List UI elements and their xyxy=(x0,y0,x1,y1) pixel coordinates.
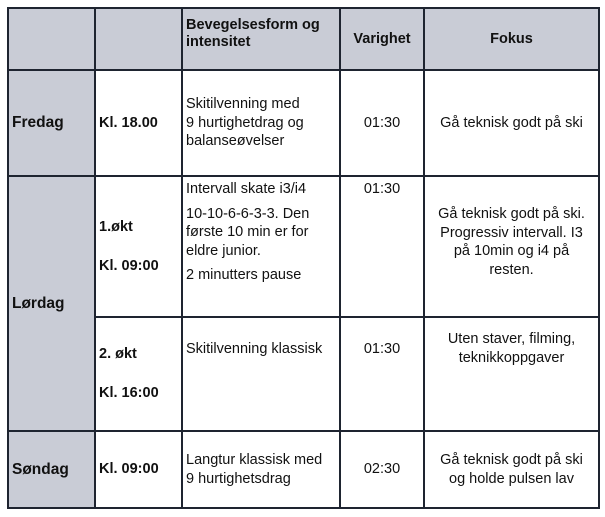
okt1-focus-line4: resten. xyxy=(489,261,534,278)
header-activity xyxy=(182,8,340,70)
okt1-activity-pause: 2 minutters pause xyxy=(186,267,302,284)
duration-lordag-okt2: 01:30 xyxy=(340,317,424,431)
activity-fredag-line3: balanseøvelser xyxy=(186,133,285,150)
header-activity-line1: Bevegelsesform og xyxy=(186,17,320,33)
time-fredag: Kl. 18.00 xyxy=(95,70,182,176)
activity-fredag-line2: 9 hurtighetdrag og xyxy=(186,114,304,131)
okt1-activity-title: Intervall skate i3/i4 xyxy=(186,181,307,197)
day-sondag: Søndag xyxy=(8,431,95,508)
time-lordag-okt1 xyxy=(95,176,182,317)
okt1-time: Kl. 09:00 xyxy=(99,257,159,274)
okt1-activity-desc-line2: første 10 min er for xyxy=(186,224,309,241)
okt1-label: 1.økt xyxy=(99,218,133,235)
header-duration: Varighet xyxy=(340,8,424,70)
duration-fredag: 01:30 xyxy=(340,70,424,176)
focus-lordag-okt1 xyxy=(424,176,599,317)
row-lordag-okt1 xyxy=(8,176,599,317)
focus-sondag xyxy=(424,431,599,508)
time-lordag-okt2 xyxy=(95,317,182,431)
activity-sondag xyxy=(182,431,340,508)
activity-sondag-line1: Langtur klassisk med xyxy=(186,451,323,468)
row-lordag-okt2 xyxy=(8,317,599,431)
day-fredag: Fredag xyxy=(8,70,95,176)
okt2-focus-line1: Uten staver, filming, xyxy=(447,331,576,347)
okt1-activity-desc-line3: eldre junior. xyxy=(186,242,261,259)
okt1-focus-line1: Gå teknisk godt på ski. xyxy=(438,206,585,222)
header-activity-line2: intensitet xyxy=(186,34,251,51)
activity-fredag xyxy=(182,70,340,176)
row-sondag xyxy=(8,431,599,508)
duration-lordag-okt1: 01:30 xyxy=(340,176,424,317)
focus-fredag: Gå teknisk godt på ski xyxy=(424,70,599,176)
okt2-label: 2. økt xyxy=(99,346,137,363)
sondag-focus-line1: Gå teknisk godt på ski xyxy=(440,451,583,468)
okt1-focus-line2: Progressiv intervall. I3 xyxy=(440,224,583,241)
okt2-focus-line2: teknikkoppgaver xyxy=(458,349,565,366)
sondag-focus-line2: og holde pulsen lav xyxy=(449,470,574,487)
activity-fredag-line1: Skitilvenning med xyxy=(186,96,300,113)
header-empty-time xyxy=(95,8,182,70)
row-fredag xyxy=(8,70,599,176)
activity-lordag-okt2: Skitilvenning klassisk xyxy=(182,317,340,431)
okt2-time: Kl. 16:00 xyxy=(99,385,159,401)
training-schedule-table xyxy=(7,7,600,509)
header-row xyxy=(8,8,599,70)
activity-sondag-line2: 9 hurtighetsdrag xyxy=(186,470,291,487)
header-focus: Fokus xyxy=(424,8,599,70)
header-empty-day xyxy=(8,8,95,70)
focus-lordag-okt2 xyxy=(424,317,599,431)
day-lordag: Lørdag xyxy=(8,176,95,431)
activity-lordag-okt1 xyxy=(182,176,340,317)
okt1-activity-desc-line1: 10-10-6-6-3-3. Den xyxy=(186,205,310,222)
duration-sondag: 02:30 xyxy=(340,431,424,508)
okt1-focus-line3: på 10min og i4 på xyxy=(453,243,570,260)
time-sondag: Kl. 09:00 xyxy=(95,431,182,508)
